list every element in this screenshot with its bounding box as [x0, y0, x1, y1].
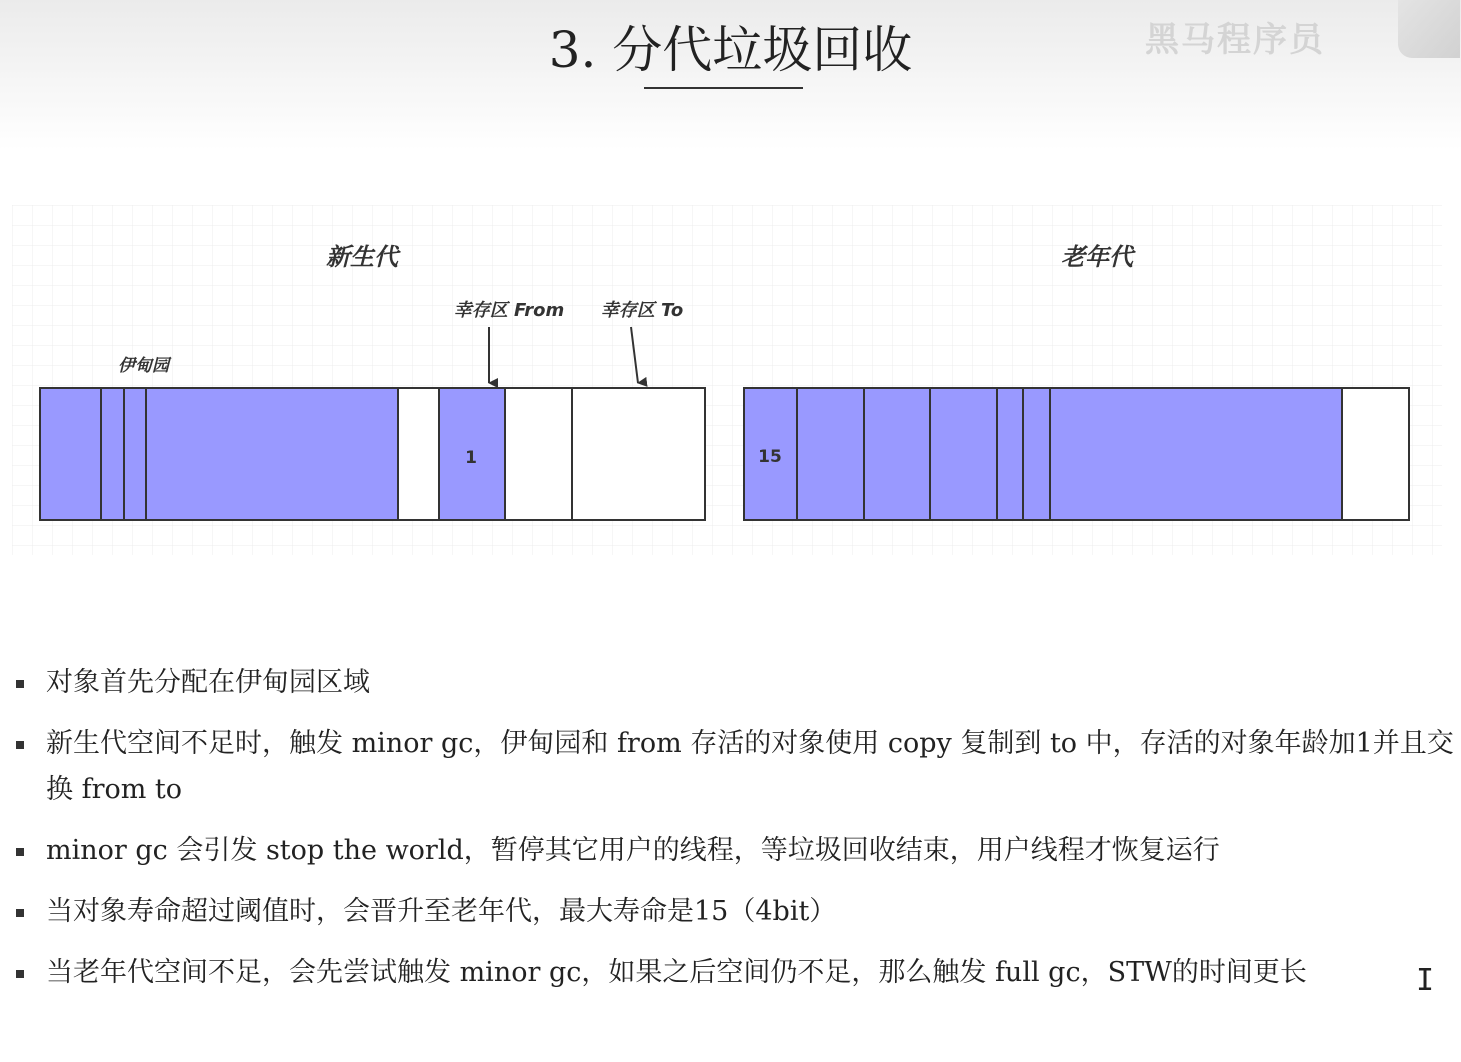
survivor-to-label: 幸存区 To [600, 300, 684, 321]
list-item-text: 对象首先分配在伊甸园区域 [46, 667, 370, 698]
text-cursor-icon: I [1416, 963, 1435, 998]
old-gen-block [1023, 388, 1050, 520]
list-item-text: minor gc 会引发 stop the world，暂停其它用户的线程，等垃圾回收结束，用户线程才恢复运行 [46, 835, 1220, 866]
eden-block [40, 388, 101, 520]
old-gen-free-space [1342, 388, 1409, 520]
old-generation-label: 老年代 [1061, 243, 1133, 271]
survivor-to-block [572, 388, 705, 520]
old-gen-block [1050, 388, 1342, 520]
bullet-square-icon [16, 970, 24, 978]
old-gen-block [864, 388, 930, 520]
survivor-from-label: 幸存区 From [453, 300, 565, 321]
bullet-square-icon [16, 848, 24, 856]
survivor-from-free [505, 388, 572, 520]
bullet-square-icon [16, 741, 24, 749]
old-cell-age: 15 [758, 447, 782, 467]
eden-block [124, 388, 146, 520]
slide-title: 3. 分代垃圾回收 [548, 21, 913, 79]
old-gen-block [930, 388, 997, 520]
old-gen-block [997, 388, 1023, 520]
bullet-square-icon [16, 909, 24, 917]
bullet-square-icon [16, 680, 24, 688]
generational-gc-diagram [12, 205, 1442, 555]
watermark-logo-icon [1398, 0, 1460, 58]
watermark-text: 黑马程序员 [1145, 20, 1325, 60]
list-item-text: 当对象寿命超过阈值时，会晋升至老年代，最大寿命是15（4bit） [46, 896, 837, 927]
eden-free-space [398, 388, 439, 520]
young-generation-label: 新生代 [326, 243, 398, 271]
list-item-text: 新生代空间不足时，触发 minor gc，伊甸园和 from 存活的对象使用 copy 复制到 to 中，存活的对象年龄加1并且交换 from to [46, 728, 1454, 805]
old-gen-block [797, 388, 864, 520]
eden-block [146, 388, 398, 520]
eden-label: 伊甸园 [118, 356, 169, 376]
eden-block [101, 388, 124, 520]
list-item-text: 当老年代空间不足，会先尝试触发 minor gc，如果之后空间仍不足，那么触发 full gc，STW的时间更长 [46, 957, 1307, 988]
diagram-svg [12, 205, 1442, 555]
from-cell-age: 1 [465, 448, 477, 468]
title-underline [644, 87, 803, 89]
